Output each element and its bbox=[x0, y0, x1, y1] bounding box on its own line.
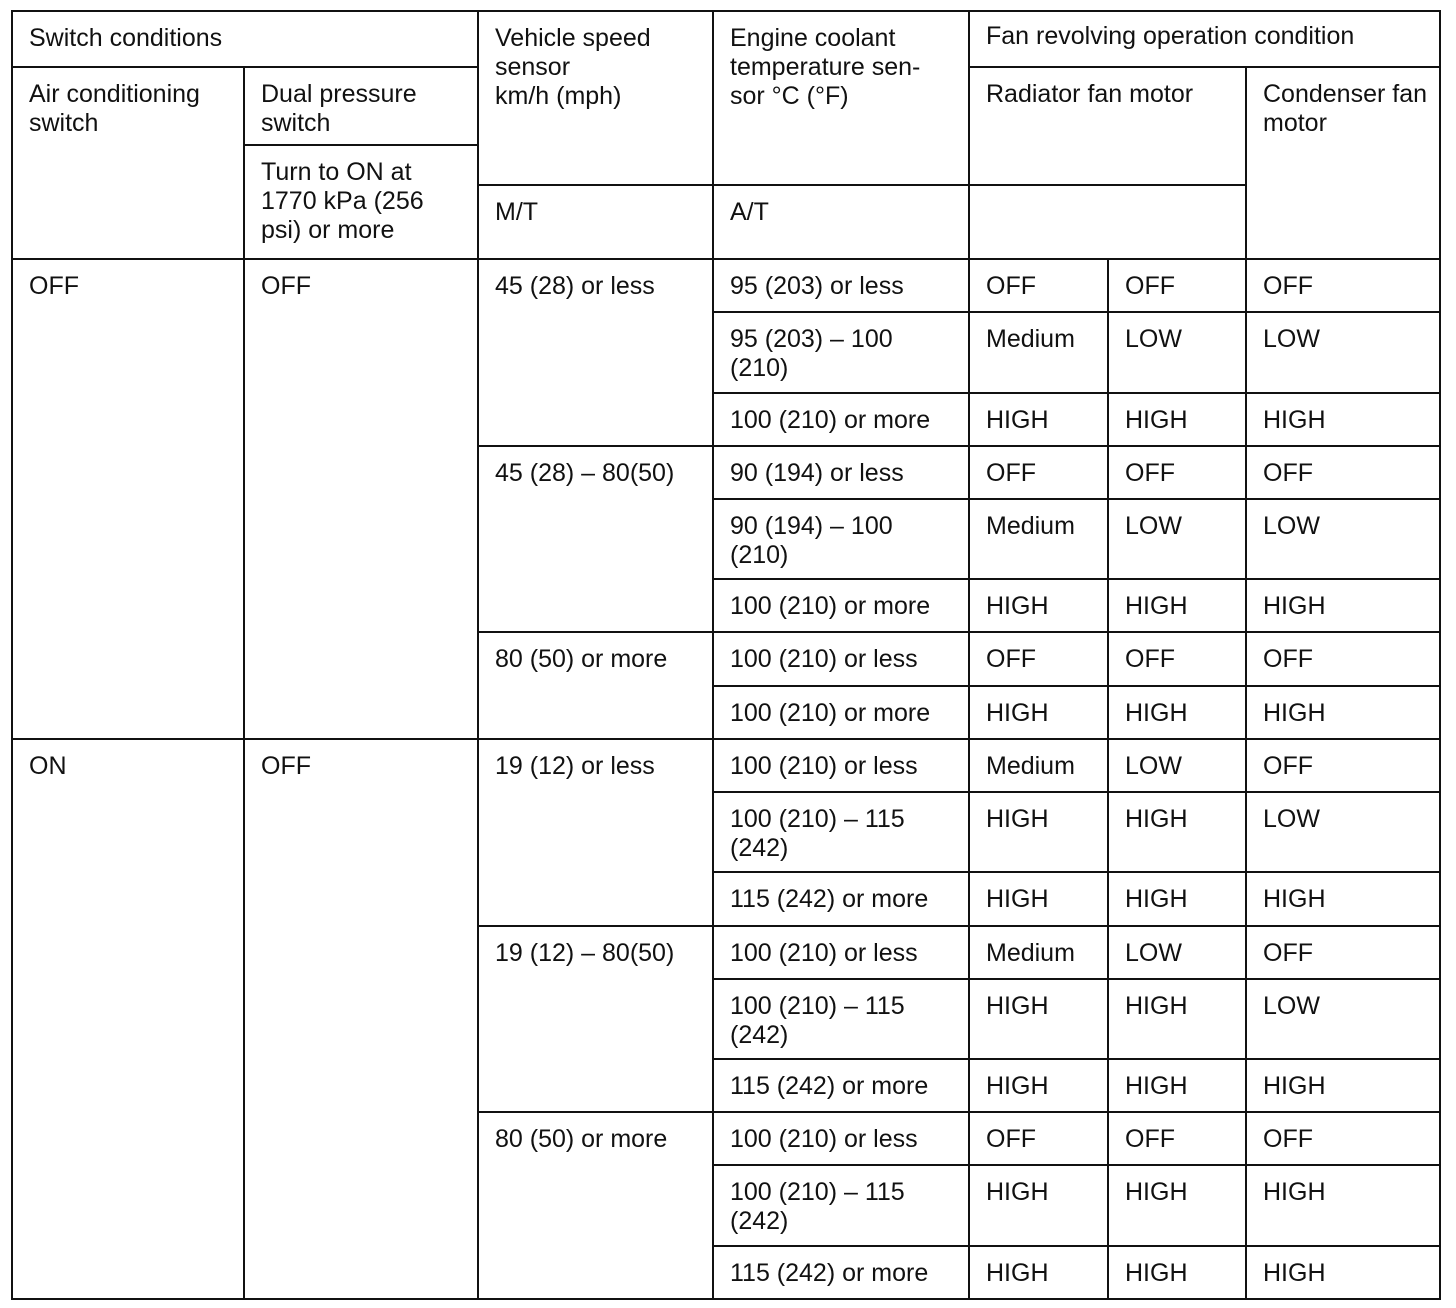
radiator-at-cell: OFF bbox=[1108, 446, 1246, 499]
condenser-cell: LOW bbox=[1246, 499, 1440, 579]
coolant-temp-cell: 100 (210) or less bbox=[713, 1112, 969, 1165]
condenser-cell: OFF bbox=[1246, 739, 1440, 792]
radiator-at-cell: HIGH bbox=[1108, 792, 1246, 872]
vehicle-speed-cell: 19 (12) – 80(50) bbox=[478, 926, 713, 1113]
dual-pressure-cell: OFF bbox=[244, 259, 478, 739]
ac-switch-cell: ON bbox=[12, 739, 244, 1299]
table-row bbox=[12, 259, 1440, 312]
radiator-mt-cell: HIGH bbox=[969, 979, 1108, 1059]
radiator-mt-cell: OFF bbox=[969, 446, 1108, 499]
condenser-fan-motor-header: Condenser fan motor bbox=[1246, 67, 1440, 259]
vehicle-speed-cell: 19 (12) or less bbox=[478, 739, 713, 926]
radiator-at-cell: HIGH bbox=[1108, 686, 1246, 739]
coolant-temp-cell: 115 (242) or more bbox=[713, 1059, 969, 1112]
radiator-at-cell: HIGH bbox=[1108, 979, 1246, 1059]
coolant-temp-cell: 100 (210) or more bbox=[713, 686, 969, 739]
radiator-at-cell: HIGH bbox=[1108, 393, 1246, 446]
coolant-temp-cell: 100 (210) or less bbox=[713, 632, 969, 685]
radiator-mt-cell: HIGH bbox=[969, 1165, 1108, 1245]
radiator-at-cell: HIGH bbox=[1108, 579, 1246, 632]
coolant-temp-cell: 115 (242) or more bbox=[713, 872, 969, 925]
radiator-mt-cell: Medium bbox=[969, 926, 1108, 979]
radiator-mt-cell: OFF bbox=[969, 632, 1108, 685]
condenser-cell: HIGH bbox=[1246, 1246, 1440, 1299]
radiator-mt-cell: HIGH bbox=[969, 1246, 1108, 1299]
at-header: A/T bbox=[713, 185, 969, 259]
table-header bbox=[12, 11, 1440, 259]
radiator-mt-cell: HIGH bbox=[969, 1059, 1108, 1112]
radiator-mt-cell: OFF bbox=[969, 259, 1108, 312]
radiator-at-cell: HIGH bbox=[1108, 1059, 1246, 1112]
condenser-cell: HIGH bbox=[1246, 686, 1440, 739]
table-body bbox=[12, 259, 1440, 1299]
radiator-mt-cell: HIGH bbox=[969, 872, 1108, 925]
coolant-temp-cell: 100 (210) or less bbox=[713, 926, 969, 979]
condenser-cell: LOW bbox=[1246, 312, 1440, 392]
radiator-at-cell: OFF bbox=[1108, 632, 1246, 685]
condenser-cell: HIGH bbox=[1246, 393, 1440, 446]
radiator-at-cell: LOW bbox=[1108, 926, 1246, 979]
vehicle-speed-cell: 80 (50) or more bbox=[478, 632, 713, 738]
radiator-at-cell: HIGH bbox=[1108, 872, 1246, 925]
switch-conditions-header: Switch conditions bbox=[12, 11, 478, 67]
vehicle-speed-cell: 45 (28) – 80(50) bbox=[478, 446, 713, 633]
radiator-mt-cell: HIGH bbox=[969, 579, 1108, 632]
radiator-mt-cell: Medium bbox=[969, 739, 1108, 792]
ac-switch-cell: OFF bbox=[12, 259, 244, 739]
radiator-mt-cell: HIGH bbox=[969, 686, 1108, 739]
coolant-temp-cell: 100 (210) – 115 (242) bbox=[713, 979, 969, 1059]
radiator-at-cell: HIGH bbox=[1108, 1165, 1246, 1245]
air-conditioning-switch-header: Air conditioning switch bbox=[12, 67, 244, 259]
vehicle-speed-cell: 80 (50) or more bbox=[478, 1112, 713, 1299]
radiator-at-cell: LOW bbox=[1108, 739, 1246, 792]
coolant-temp-cell: 95 (203) – 100 (210) bbox=[713, 312, 969, 392]
coolant-temp-cell: 100 (210) – 115 (242) bbox=[713, 792, 969, 872]
condenser-cell: OFF bbox=[1246, 446, 1440, 499]
radiator-at-cell: LOW bbox=[1108, 312, 1246, 392]
vehicle-speed-sensor-header: Vehicle speed sensor km/h (mph) bbox=[478, 11, 713, 185]
condenser-cell: HIGH bbox=[1246, 579, 1440, 632]
coolant-temp-cell: 100 (210) – 115 (242) bbox=[713, 1165, 969, 1245]
radiator-mt-cell: OFF bbox=[969, 1112, 1108, 1165]
condenser-cell: OFF bbox=[1246, 259, 1440, 312]
condenser-cell: LOW bbox=[1246, 979, 1440, 1059]
radiator-at-cell: OFF bbox=[1108, 259, 1246, 312]
condenser-cell: HIGH bbox=[1246, 1165, 1440, 1245]
mt-header: M/T bbox=[478, 185, 713, 259]
coolant-temp-cell: 115 (242) or more bbox=[713, 1246, 969, 1299]
condenser-cell: OFF bbox=[1246, 926, 1440, 979]
dual-pressure-switch-header: Dual pressure switch bbox=[244, 67, 478, 145]
dual-pressure-cell: OFF bbox=[244, 739, 478, 1299]
coolant-temp-cell: 95 (203) or less bbox=[713, 259, 969, 312]
coolant-temp-cell: 100 (210) or more bbox=[713, 393, 969, 446]
fan-operation-table bbox=[11, 10, 1441, 1300]
vehicle-speed-cell: 45 (28) or less bbox=[478, 259, 713, 446]
radiator-at-cell: OFF bbox=[1108, 1112, 1246, 1165]
radiator-mt-cell: HIGH bbox=[969, 393, 1108, 446]
coolant-temp-cell: 90 (194) or less bbox=[713, 446, 969, 499]
coolant-temp-cell: 90 (194) – 100 (210) bbox=[713, 499, 969, 579]
coolant-temp-cell: 100 (210) or more bbox=[713, 579, 969, 632]
radiator-mt-cell: Medium bbox=[969, 312, 1108, 392]
radiator-at-cell: LOW bbox=[1108, 499, 1246, 579]
radiator-fan-motor-header: Radiator fan motor bbox=[969, 67, 1246, 185]
condenser-cell: OFF bbox=[1246, 1112, 1440, 1165]
condenser-cell: LOW bbox=[1246, 792, 1440, 872]
engine-coolant-temp-header: Engine coolant temperature sen- sor °C (°F) bbox=[713, 11, 969, 185]
condenser-cell: OFF bbox=[1246, 632, 1440, 685]
radiator-mt-cell: HIGH bbox=[969, 792, 1108, 872]
radiator-mt-cell: Medium bbox=[969, 499, 1108, 579]
dual-pressure-note: Turn to ON at 1770 kPa (256 psi) or more bbox=[244, 145, 478, 259]
table-row bbox=[12, 739, 1440, 792]
fan-condition-header: Fan revolving operation condition bbox=[969, 11, 1440, 67]
coolant-temp-cell: 100 (210) or less bbox=[713, 739, 969, 792]
radiator-at-cell: HIGH bbox=[1108, 1246, 1246, 1299]
condenser-cell: HIGH bbox=[1246, 872, 1440, 925]
condenser-cell: HIGH bbox=[1246, 1059, 1440, 1112]
